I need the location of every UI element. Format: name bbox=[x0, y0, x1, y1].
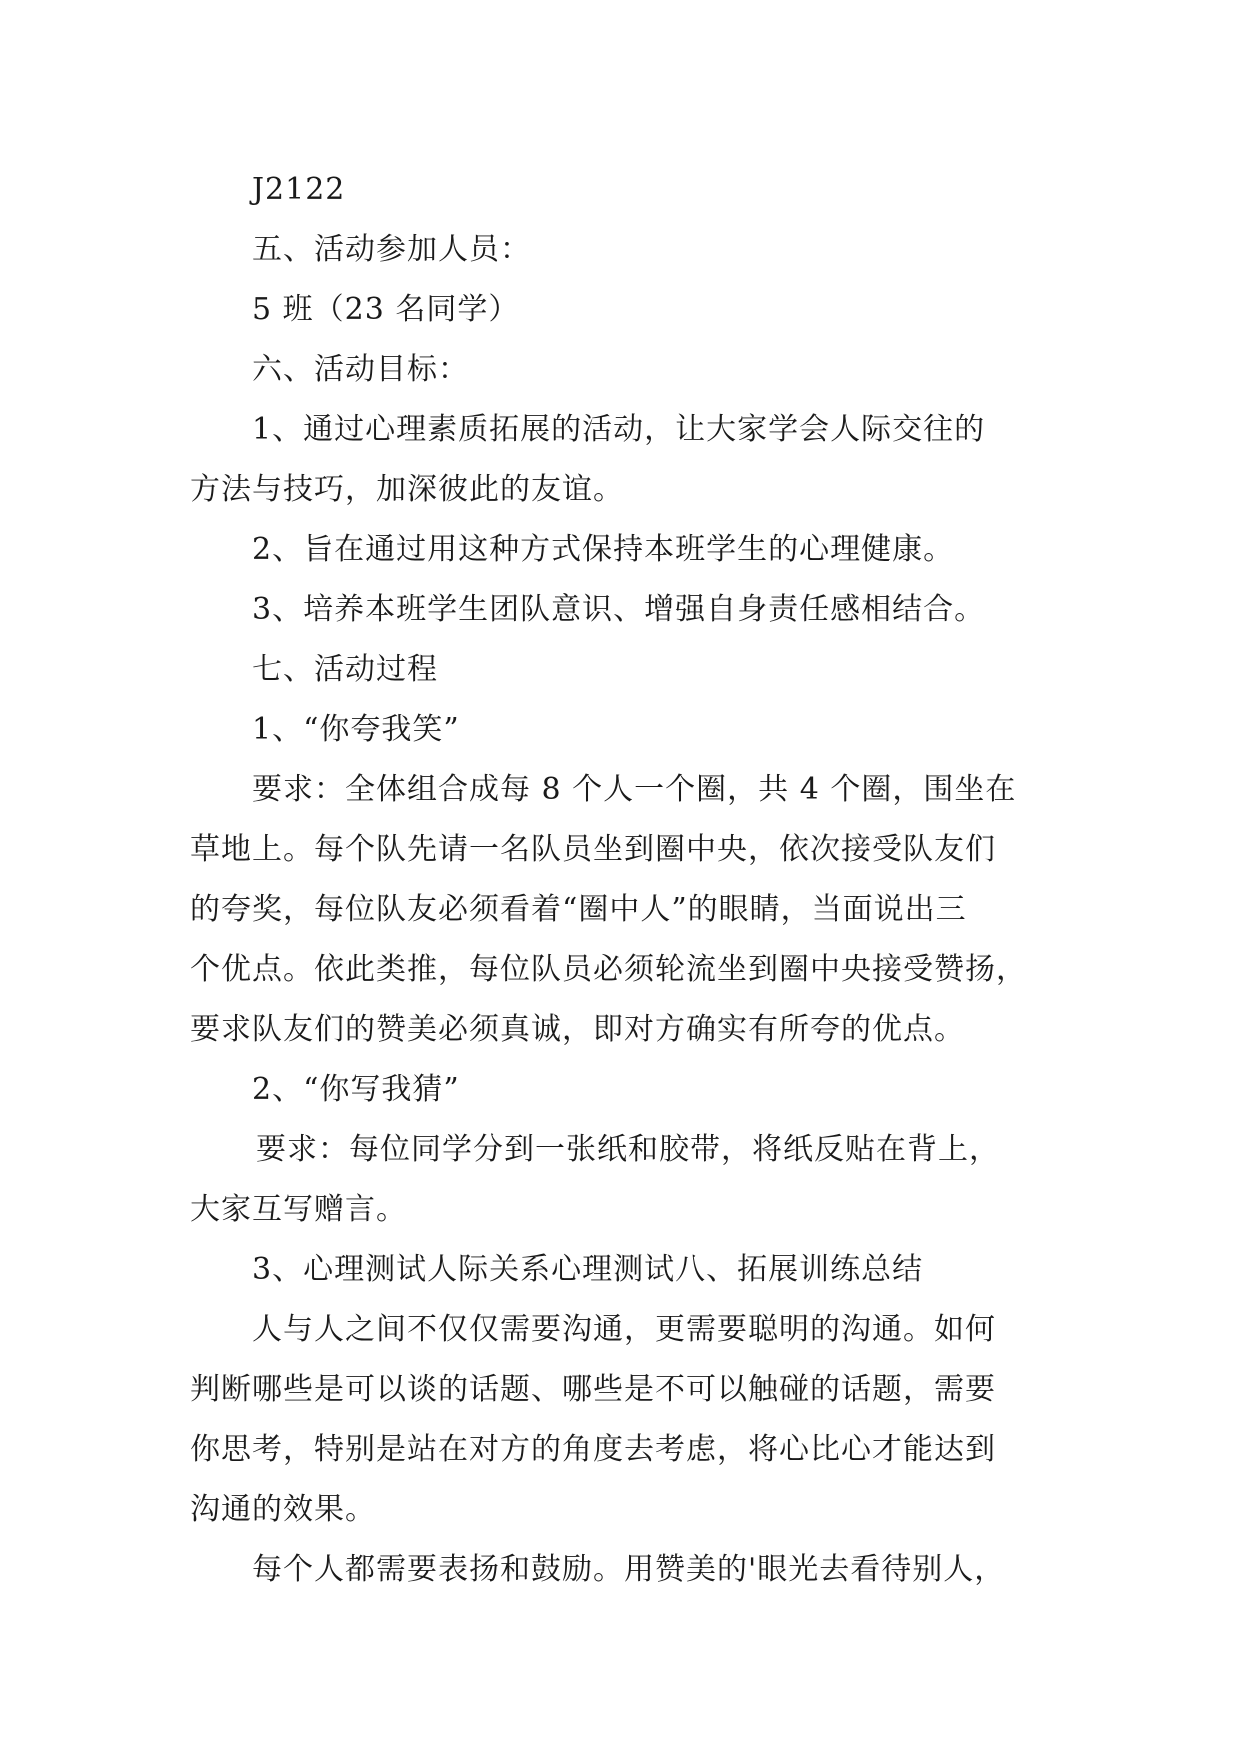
activity-1-title: 1、“你夸我笑” bbox=[252, 712, 460, 747]
goal-3: 3、培养本班学生团队意识、增强自身责任感相结合。 bbox=[252, 592, 986, 627]
goal-1-line-2: 方法与技巧，加深彼此的友谊。 bbox=[190, 472, 624, 507]
summary-para-1-line-2: 判断哪些是可以谈的话题、哪些是不可以触碰的话题，需要 bbox=[190, 1372, 996, 1407]
summary-para-1-line-4: 沟通的效果。 bbox=[190, 1492, 376, 1527]
activity-1-text-line-2: 草地上。每个队先请一名队员坐到圈中央，依次接受队友们 bbox=[190, 832, 996, 867]
section-heading-participants: 五、活动参加人员： bbox=[252, 232, 531, 267]
activity-1-text-line-4: 个优点。依此类推，每位队员必须轮流坐到圈中央接受赞扬， bbox=[190, 952, 1027, 987]
summary-para-2-line-1: 每个人都需要表扬和鼓励。用赞美的'眼光去看待别人， bbox=[252, 1552, 1006, 1587]
goal-1-line-1: 1、通过心理素质拓展的活动，让大家学会人际交往的 bbox=[252, 412, 986, 447]
section-heading-process: 七、活动过程 bbox=[252, 652, 438, 687]
activity-1-text-line-5: 要求队友们的赞美必须真诚，即对方确实有所夸的优点。 bbox=[190, 1012, 965, 1047]
doc-code: J2122 bbox=[252, 172, 346, 207]
summary-para-1-line-3: 你思考，特别是站在对方的角度去考虑，将心比心才能达到 bbox=[190, 1432, 996, 1467]
activity-1-text-line-3: 的夸奖，每位队友必须看着“圈中人”的眼睛，当面说出三 bbox=[190, 892, 967, 927]
activity-2-text-line-1: 要求：每位同学分到一张纸和胶带，将纸反贴在背上， bbox=[256, 1132, 1000, 1167]
activity-2-title: 2、“你写我猜” bbox=[252, 1072, 460, 1107]
document-page bbox=[190, 160, 1070, 1600]
summary-para-1-line-1: 人与人之间不仅仅需要沟通，更需要聪明的沟通。如何 bbox=[252, 1312, 996, 1347]
goal-2: 2、旨在通过用这种方式保持本班学生的心理健康。 bbox=[252, 532, 955, 567]
section-heading-goals: 六、活动目标： bbox=[252, 352, 469, 387]
activity-1-text-line-1: 要求：全体组合成每 8 个人一个圈，共 4 个圈，围坐在 bbox=[252, 772, 1017, 807]
activity-3-and-summary-heading: 3、心理测试人际关系心理测试八、拓展训练总结 bbox=[252, 1252, 924, 1287]
activity-2-text-line-2: 大家互写赠言。 bbox=[190, 1192, 407, 1227]
participants-text: 5 班（23 名同学） bbox=[252, 292, 520, 327]
